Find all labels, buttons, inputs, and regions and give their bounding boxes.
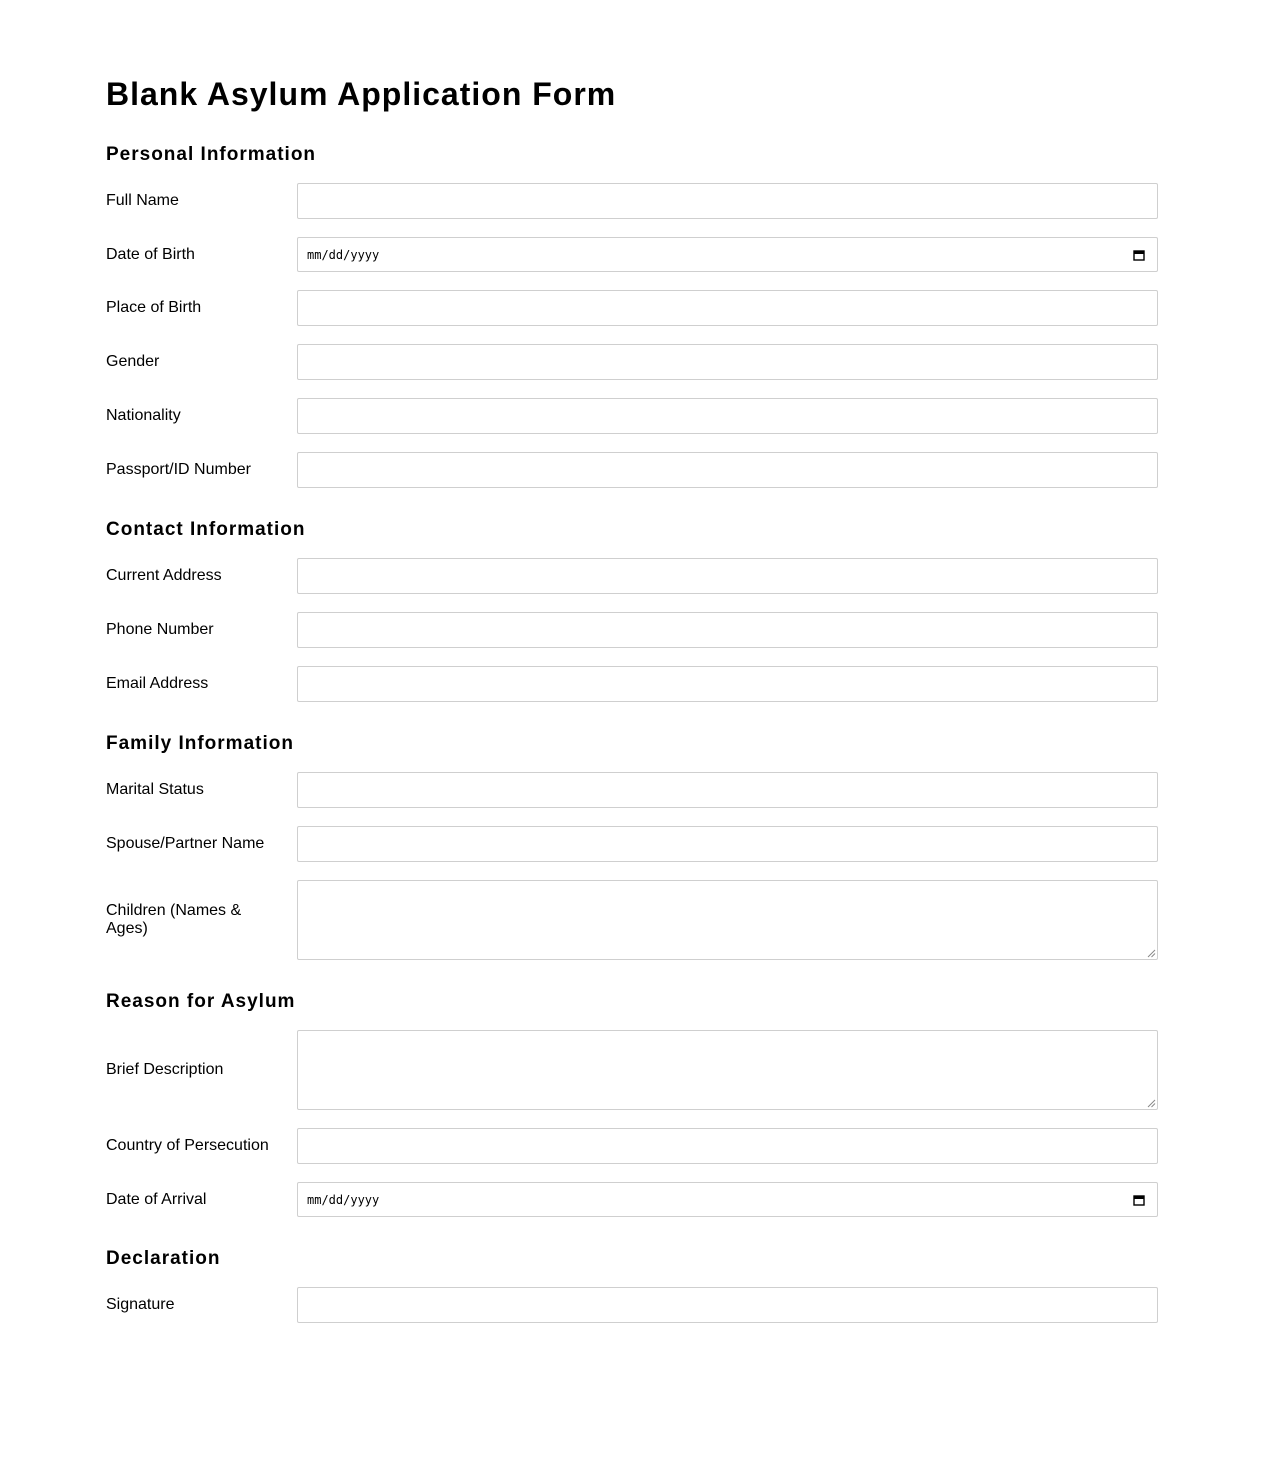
calendar-icon[interactable]: [1133, 1194, 1145, 1206]
section-heading-personal: Personal Information: [106, 144, 317, 165]
children-textarea[interactable]: [297, 880, 1158, 960]
section-heading-family: Family Information: [106, 733, 294, 754]
spouse-partner-name-label: Spouse/Partner Name: [106, 835, 265, 852]
date-of-arrival-input[interactable]: [297, 1182, 1158, 1217]
brief-description-label: Brief Description: [106, 1061, 224, 1078]
place-of-birth-label: Place of Birth: [106, 299, 202, 316]
gender-input[interactable]: [297, 344, 1158, 380]
nationality-input[interactable]: [297, 398, 1158, 434]
country-of-persecution-label: Country of Persecution: [106, 1137, 269, 1154]
full-name-input[interactable]: [297, 183, 1158, 219]
current-address-label: Current Address: [106, 567, 222, 584]
spouse-partner-name-input[interactable]: [297, 826, 1158, 862]
date-of-birth-label: Date of Birth: [106, 246, 195, 263]
page-title: Blank Asylum Application Form: [106, 76, 617, 112]
current-address-input[interactable]: [297, 558, 1158, 594]
marital-status-input[interactable]: [297, 772, 1158, 808]
signature-input[interactable]: [297, 1287, 1158, 1323]
resize-handle-icon[interactable]: [1147, 949, 1155, 957]
section-heading-reason: Reason for Asylum: [106, 991, 296, 1012]
country-of-persecution-input[interactable]: [297, 1128, 1158, 1164]
calendar-icon[interactable]: [1133, 249, 1145, 261]
date-of-arrival-label: Date of Arrival: [106, 1191, 207, 1208]
brief-description-textarea[interactable]: [297, 1030, 1158, 1110]
children-label: Children (Names & Ages): [106, 902, 242, 937]
marital-status-label: Marital Status: [106, 781, 204, 798]
passport-id-input[interactable]: [297, 452, 1158, 488]
date-of-birth-placeholder: mm/dd/yyyy: [307, 247, 380, 262]
phone-number-input[interactable]: [297, 612, 1158, 648]
date-of-birth-input[interactable]: [297, 237, 1158, 272]
signature-label: Signature: [106, 1296, 175, 1313]
full-name-label: Full Name: [106, 192, 179, 209]
nationality-label: Nationality: [106, 407, 181, 424]
gender-label: Gender: [106, 353, 160, 370]
phone-number-label: Phone Number: [106, 621, 214, 638]
resize-handle-icon[interactable]: [1147, 1099, 1155, 1107]
section-heading-declaration: Declaration: [106, 1248, 221, 1269]
date-of-arrival-placeholder: mm/dd/yyyy: [307, 1192, 380, 1207]
place-of-birth-input[interactable]: [297, 290, 1158, 326]
passport-id-label: Passport/ID Number: [106, 461, 251, 478]
email-address-input[interactable]: [297, 666, 1158, 702]
section-heading-contact: Contact Information: [106, 519, 306, 540]
email-address-label: Email Address: [106, 675, 209, 692]
